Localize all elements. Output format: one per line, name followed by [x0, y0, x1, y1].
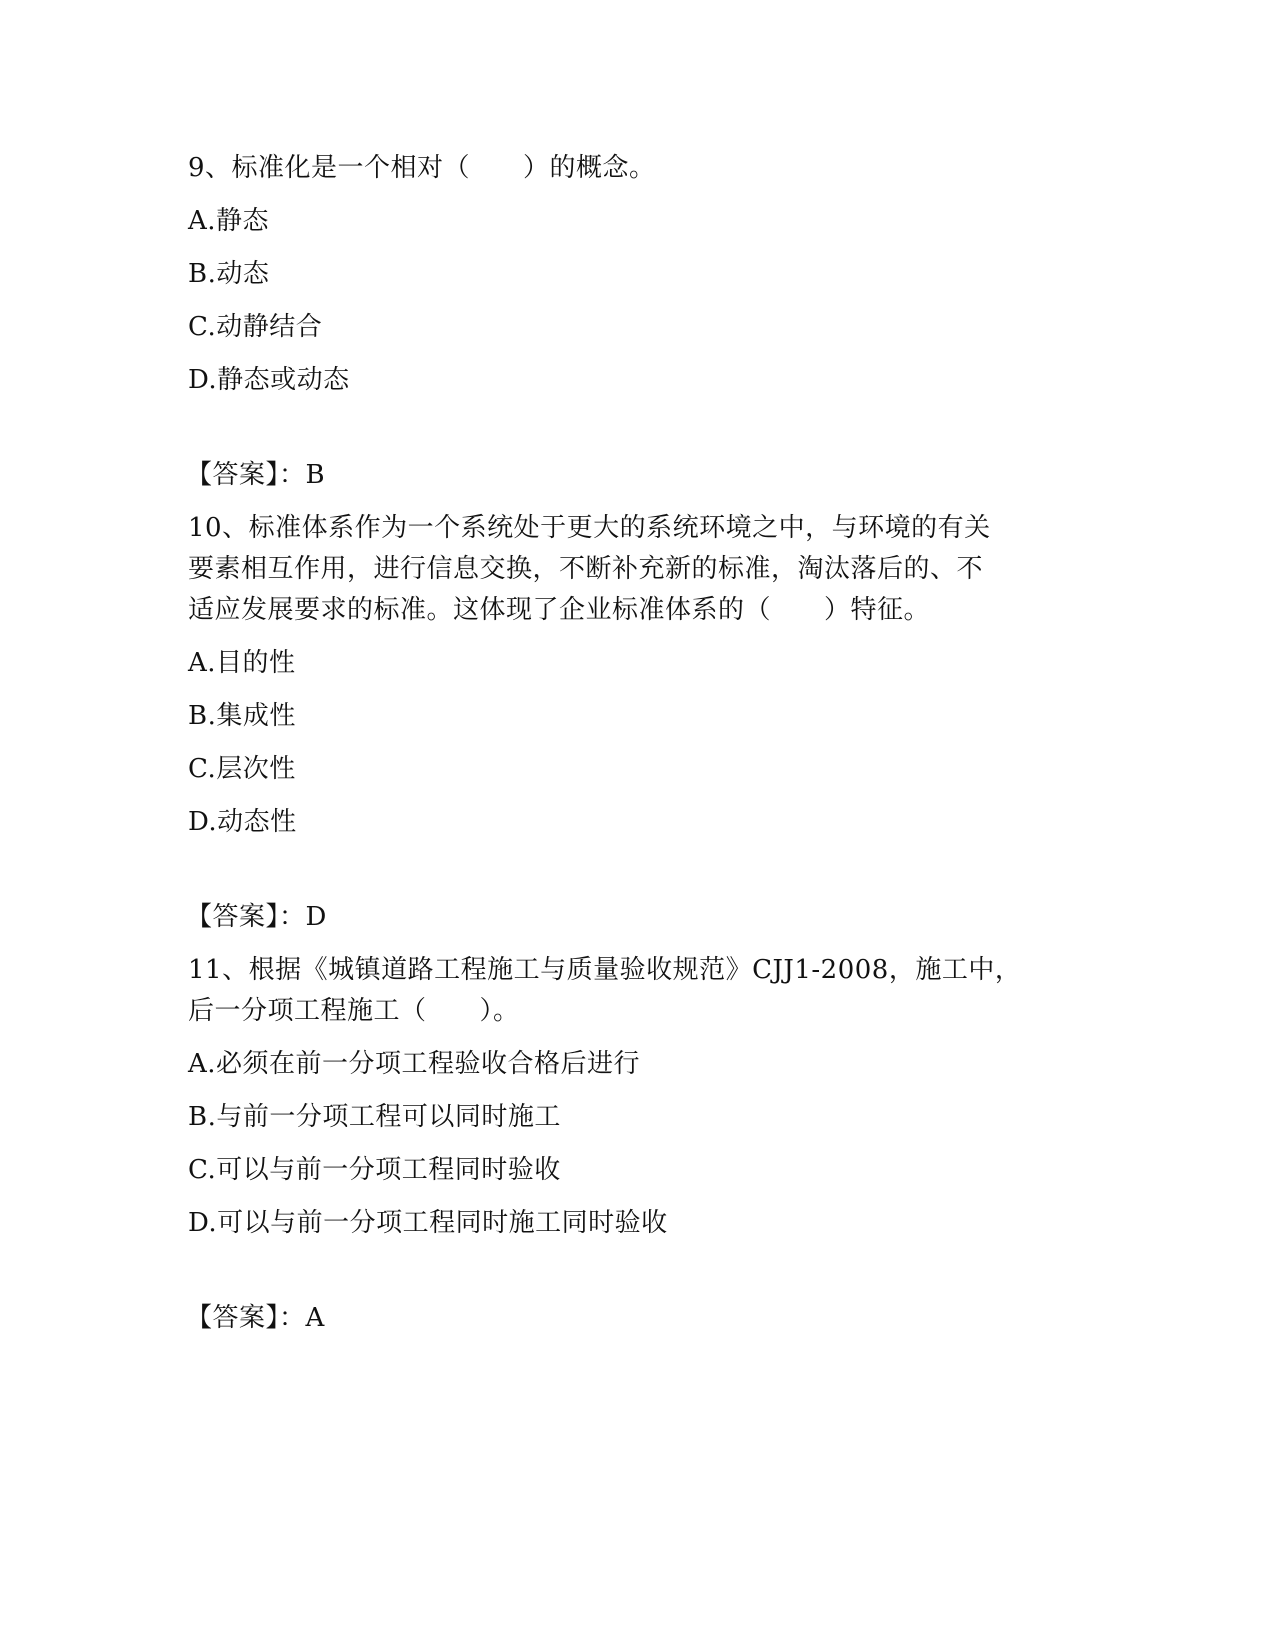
question-9-option-a: A.静态	[188, 206, 270, 236]
question-10-stem-line-2: 要素相互作用，进行信息交换，不断补充新的标准，淘汰落后的、不	[188, 554, 984, 584]
question-10-option-d: D.动态性	[188, 807, 297, 837]
question-11-option-a: A.必须在前一分项工程验收合格后进行	[188, 1049, 641, 1079]
question-10-stem-line-3: 适应发展要求的标准。这体现了企业标准体系的（ ）特征。	[188, 595, 931, 625]
question-10-option-b: B.集成性	[188, 701, 296, 731]
question-11-stem-line-1: 11、根据《城镇道路工程施工与质量验收规范》CJJ1-2008，施工中，	[188, 955, 1022, 985]
question-9-option-c: C.动静结合	[188, 312, 323, 342]
question-11-option-b: B.与前一分项工程可以同时施工	[188, 1102, 561, 1132]
question-10-option-c: C.层次性	[188, 754, 296, 784]
question-10-option-a: A.目的性	[188, 648, 296, 678]
question-9-option-d: D.静态或动态	[188, 365, 350, 395]
question-10-stem-line-1: 10、标准体系作为一个系统处于更大的系统环境之中，与环境的有关	[188, 513, 991, 543]
question-9-stem: 9、标准化是一个相对（ ）的概念。	[188, 153, 656, 183]
question-11-option-c: C.可以与前一分项工程同时验收	[188, 1155, 561, 1185]
question-11-answer: 【答案】：A	[186, 1303, 325, 1333]
question-11-option-d: D.可以与前一分项工程同时施工同时验收	[188, 1208, 668, 1238]
question-11-stem-line-2: 后一分项工程施工（ ）。	[188, 996, 520, 1026]
question-10-answer: 【答案】：D	[186, 902, 327, 932]
question-9-option-b: B.动态	[188, 259, 270, 289]
question-9-answer: 【答案】：B	[186, 460, 326, 490]
